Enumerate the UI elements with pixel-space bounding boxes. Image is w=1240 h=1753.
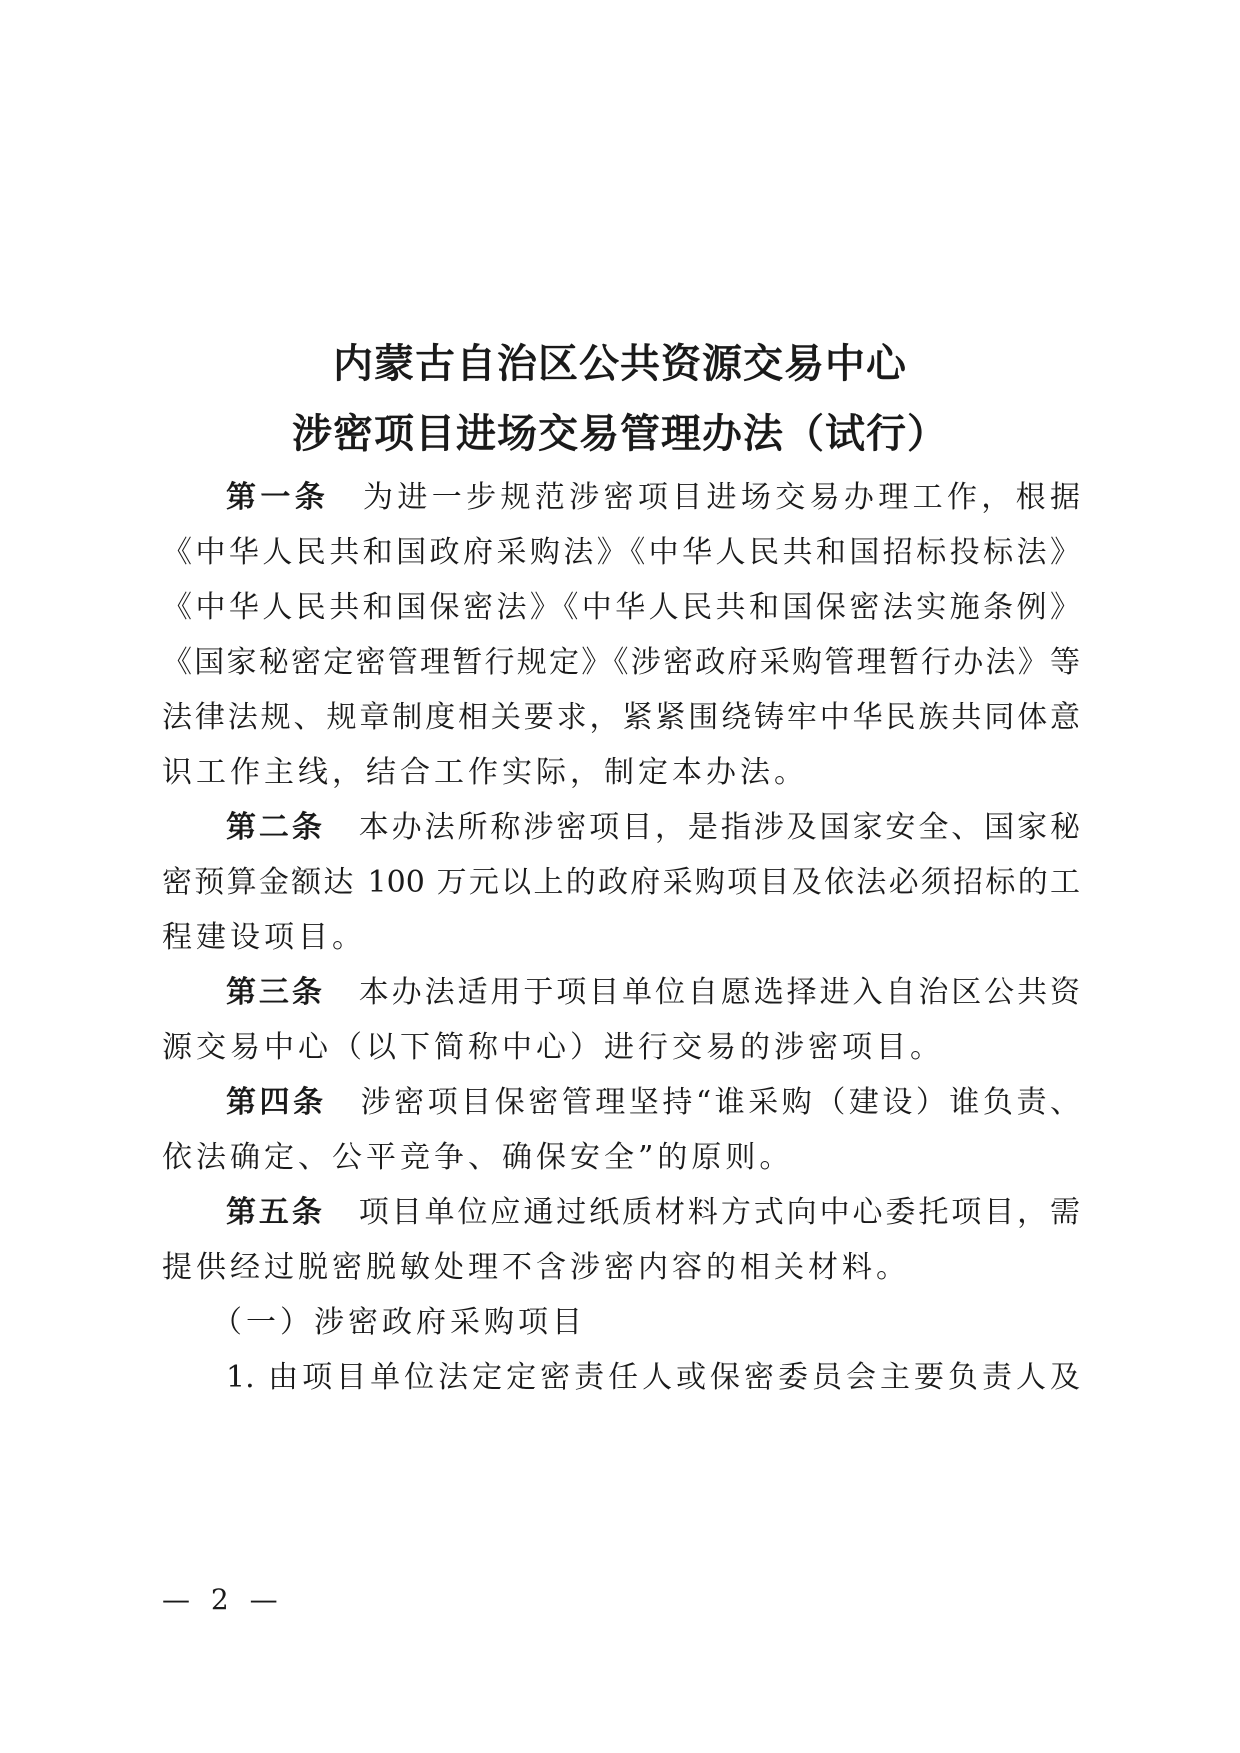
article-1-line-4: 《国家秘密定密管理暂行规定》《涉密政府采购管理暂行办法》等 xyxy=(162,645,1080,680)
article-4-text: 涉密项目保密管理坚持“谁采购（建设）谁负责、 xyxy=(360,1085,1081,1120)
article-5-heading: 第五条 xyxy=(226,1195,325,1230)
article-1-line-5: 法律法规、规章制度相关要求，紧紧围绕铸牢中华民族共同体意 xyxy=(162,700,1080,735)
article-5-text: 项目单位应通过纸质材料方式向中心委托项目，需 xyxy=(358,1195,1080,1230)
article-1-line-6: 识工作主线，结合工作实际，制定本办法。 xyxy=(162,755,808,790)
article-2-line-3: 程建设项目。 xyxy=(162,920,366,955)
page-number: — 2 — xyxy=(162,1583,284,1616)
article-2-line-2: 密预算金额达 100 万元以上的政府采购项目及依法必须招标的工 xyxy=(162,865,1080,900)
article-2-line-1 xyxy=(226,808,1080,848)
sub-item-1-line-1: 1. 由项目单位法定定密责任人或保密委员会主要负责人及 xyxy=(226,1360,1080,1395)
document-title-line-2: 涉密项目进场交易管理办法（试行） xyxy=(292,410,948,457)
sub-item-heading: （一）涉密政府采购项目 xyxy=(212,1305,586,1340)
article-1-line-3: 《中华人民共和国保密法》《中华人民共和国保密法实施条例》 xyxy=(162,590,1080,625)
article-1-line-1 xyxy=(226,478,1080,518)
article-3-heading: 第三条 xyxy=(226,975,325,1010)
document-title-line-1: 内蒙古自治区公共资源交易中心 xyxy=(333,340,907,387)
article-3-line-1 xyxy=(226,973,1080,1013)
article-3-text: 本办法适用于项目单位自愿选择进入自治区公共资 xyxy=(358,975,1080,1010)
article-1-text: 为进一步规范涉密项目进场交易办理工作，根据 xyxy=(363,480,1081,515)
article-3-line-2: 源交易中心（以下简称中心）进行交易的涉密项目。 xyxy=(162,1030,944,1065)
article-5-line-1 xyxy=(226,1193,1080,1233)
article-5-line-2: 提供经过脱密脱敏处理不含涉密内容的相关材料。 xyxy=(162,1250,910,1285)
article-2-heading: 第二条 xyxy=(226,810,325,845)
article-4-line-1 xyxy=(226,1083,1080,1123)
article-4-heading: 第四条 xyxy=(226,1085,327,1120)
article-2-text: 本办法所称涉密项目，是指涉及国家安全、国家秘 xyxy=(358,810,1080,845)
article-1-line-2: 《中华人民共和国政府采购法》《中华人民共和国招标投标法》 xyxy=(162,535,1080,570)
article-1-heading: 第一条 xyxy=(226,480,330,515)
article-4-line-2: 依法确定、公平竞争、确保安全”的原则。 xyxy=(162,1140,794,1175)
